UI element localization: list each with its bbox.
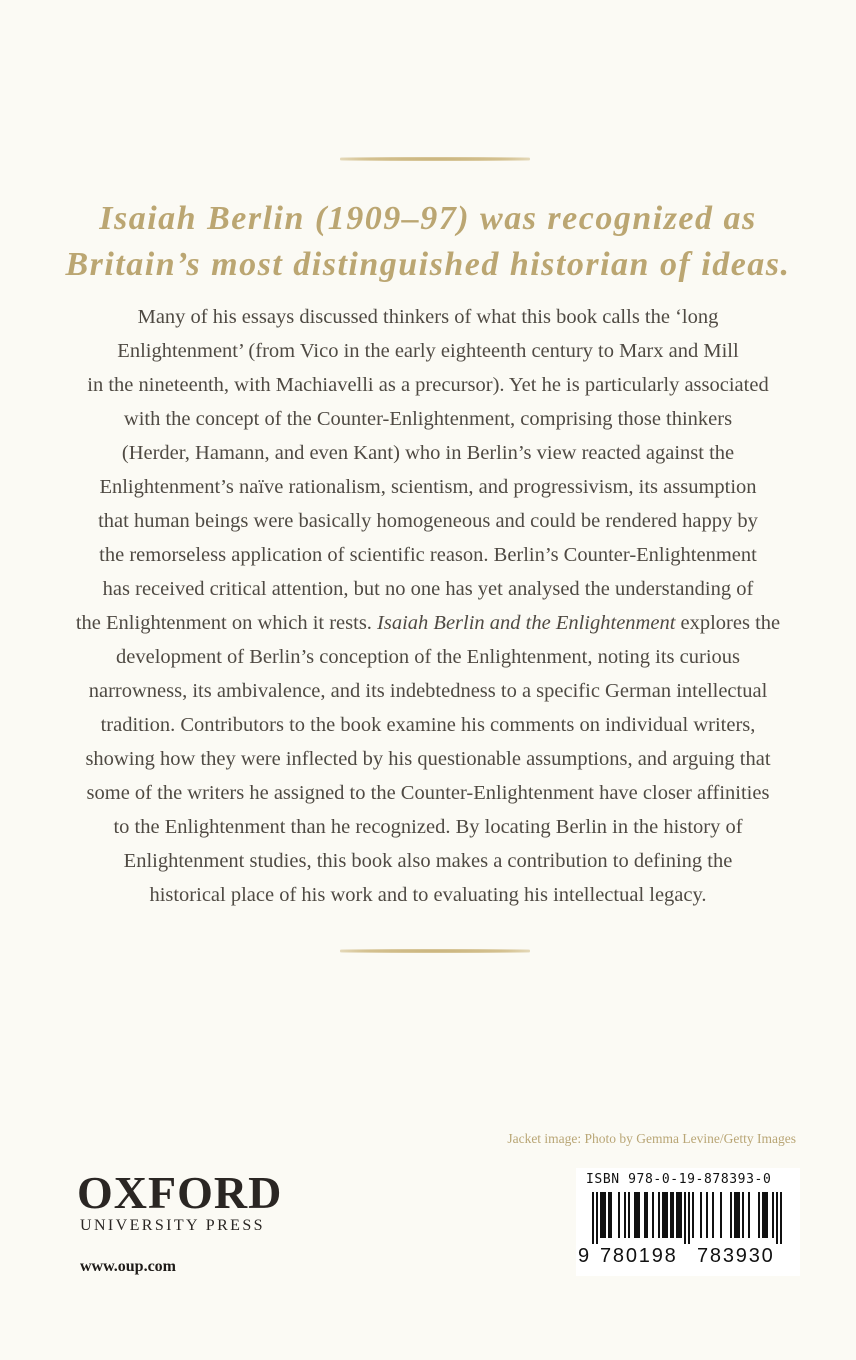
blurb-line: development of Berlin’s conception of the Enlightenment, noting its curious: [116, 646, 740, 668]
barcode-bar: [604, 1192, 606, 1238]
barcode-bar: [678, 1192, 680, 1238]
barcode-digits: [578, 1239, 798, 1271]
blurb-line-part: the Enlightenment on which it rests.: [75, 612, 378, 634]
publisher-name: OXFORD: [77, 1167, 283, 1218]
barcode-bar: [618, 1192, 620, 1238]
barcode-guard-bar: [596, 1192, 598, 1244]
barcode-bar: [700, 1192, 702, 1238]
barcode-guard-bar: [688, 1192, 690, 1244]
barcode-bar: [758, 1192, 760, 1238]
barcode-digit-first: 9: [578, 1245, 590, 1267]
jacket-image-credit: Jacket image: Photo by Gemma Levine/Getty Images: [507, 1131, 796, 1146]
barcode-bar: [662, 1192, 664, 1238]
blurb-line: has received critical attention, but no one has yet analysed the understanding of: [102, 578, 754, 600]
barcode-bar: [730, 1192, 732, 1238]
barcode-bar: [666, 1192, 668, 1238]
blurb-line: Enlightenment studies, this book also makes a contribution to defining the: [123, 850, 733, 872]
blurb-line: the remorseless application of scientific reason. Berlin’s Counter-Enlightenment: [99, 544, 757, 566]
blurb-line-part: explores the: [675, 612, 781, 634]
barcode-bar: [766, 1192, 768, 1238]
barcode-bar: [664, 1192, 666, 1238]
barcode-bar: [692, 1192, 694, 1238]
blurb-line: historical place of his work and to evaluating his intellectual legacy.: [149, 884, 707, 906]
blurb-line: Enlightenment’s naïve rationalism, scientism, and progressivism, its assumption: [99, 476, 757, 498]
barcode-bar: [670, 1192, 672, 1238]
blurb-line: some of the writers he assigned to the Counter-Enlightenment have closer affinities: [86, 782, 770, 804]
barcode-bar: [738, 1192, 740, 1238]
barcode-bar: [736, 1192, 738, 1238]
barcode-bars: [580, 1192, 794, 1244]
barcode-bar: [658, 1192, 660, 1238]
publisher-url: www.oup.com: [80, 1258, 177, 1275]
barcode-bar: [610, 1192, 612, 1238]
barcode-bar: [600, 1192, 602, 1238]
barcode-bar: [636, 1192, 638, 1238]
barcode-bar: [676, 1192, 678, 1238]
blurb-line: to the Enlightenment than he recognized. By locating Berlin in the history of: [113, 816, 743, 838]
barcode-bar: [706, 1192, 708, 1238]
barcode-bar: [672, 1192, 674, 1238]
blurb-line: narrowness, its ambivalence, and its indebtedness to a specific German intellectual: [88, 680, 768, 702]
barcode-bar: [772, 1192, 774, 1238]
barcode-guard-bar: [780, 1192, 782, 1244]
barcode-bar: [680, 1192, 682, 1238]
blurb-paragraph: [70, 300, 786, 912]
isbn-label: ISBN 978-0-19-878393-0: [586, 1172, 772, 1187]
barcode-bar: [742, 1192, 744, 1238]
barcode-guard-bar: [684, 1192, 686, 1244]
barcode-bar: [646, 1192, 648, 1238]
barcode-guard-bar: [592, 1192, 594, 1244]
barcode-bar: [638, 1192, 640, 1238]
barcode-bar: [602, 1192, 604, 1238]
blurb-line: showing how they were inflected by his questionable assumptions, and arguing that: [85, 748, 771, 770]
barcode-guard-bar: [776, 1192, 778, 1244]
blurb-line: Many of his essays discussed thinkers of what this book calls the ‘long: [137, 306, 719, 328]
blurb-line: tradition. Contributors to the book examine his comments on individual writers,: [100, 714, 756, 736]
blurb-line: (Herder, Hamann, and even Kant) who in Berlin’s view reacted against the: [121, 442, 735, 464]
isbn-barcode: [576, 1168, 800, 1276]
barcode-bar: [748, 1192, 750, 1238]
book-title: Isaiah Berlin and the Enlightenment: [377, 612, 676, 634]
decorative-rule-top: [340, 157, 530, 161]
blurb-line: Enlightenment’ (from Vico in the early eighteenth century to Marx and Mill: [117, 340, 739, 362]
decorative-rule-bottom: [340, 949, 530, 953]
barcode-bar: [764, 1192, 766, 1238]
barcode-bar: [608, 1192, 610, 1238]
barcode-bar: [762, 1192, 764, 1238]
barcode-bar: [628, 1192, 630, 1238]
blurb-line: that human beings were basically homogeneous and could be rendered happy by: [98, 510, 758, 532]
barcode-bar: [644, 1192, 646, 1238]
barcode-bar: [720, 1192, 722, 1238]
barcode-digits-left: 780198: [600, 1245, 678, 1267]
barcode-bar: [652, 1192, 654, 1238]
publisher-subtitle: UNIVERSITY PRESS: [80, 1217, 265, 1234]
barcode-bar: [712, 1192, 714, 1238]
barcode-bar: [734, 1192, 736, 1238]
barcode-bar: [634, 1192, 636, 1238]
barcode-bar: [624, 1192, 626, 1238]
headline: [60, 196, 796, 288]
headline-line-1: Isaiah Berlin (1909–97) was recognized as: [99, 200, 757, 237]
headline-line-2: Britain’s most distinguished historian of ideas.: [65, 246, 791, 283]
blurb-line: in the nineteenth, with Machiavelli as a precursor). Yet he is particularly associated: [87, 374, 769, 396]
blurb-line: with the concept of the Counter-Enlightenment, comprising those thinkers: [123, 408, 733, 430]
barcode-digits-right: 783930: [697, 1245, 775, 1267]
